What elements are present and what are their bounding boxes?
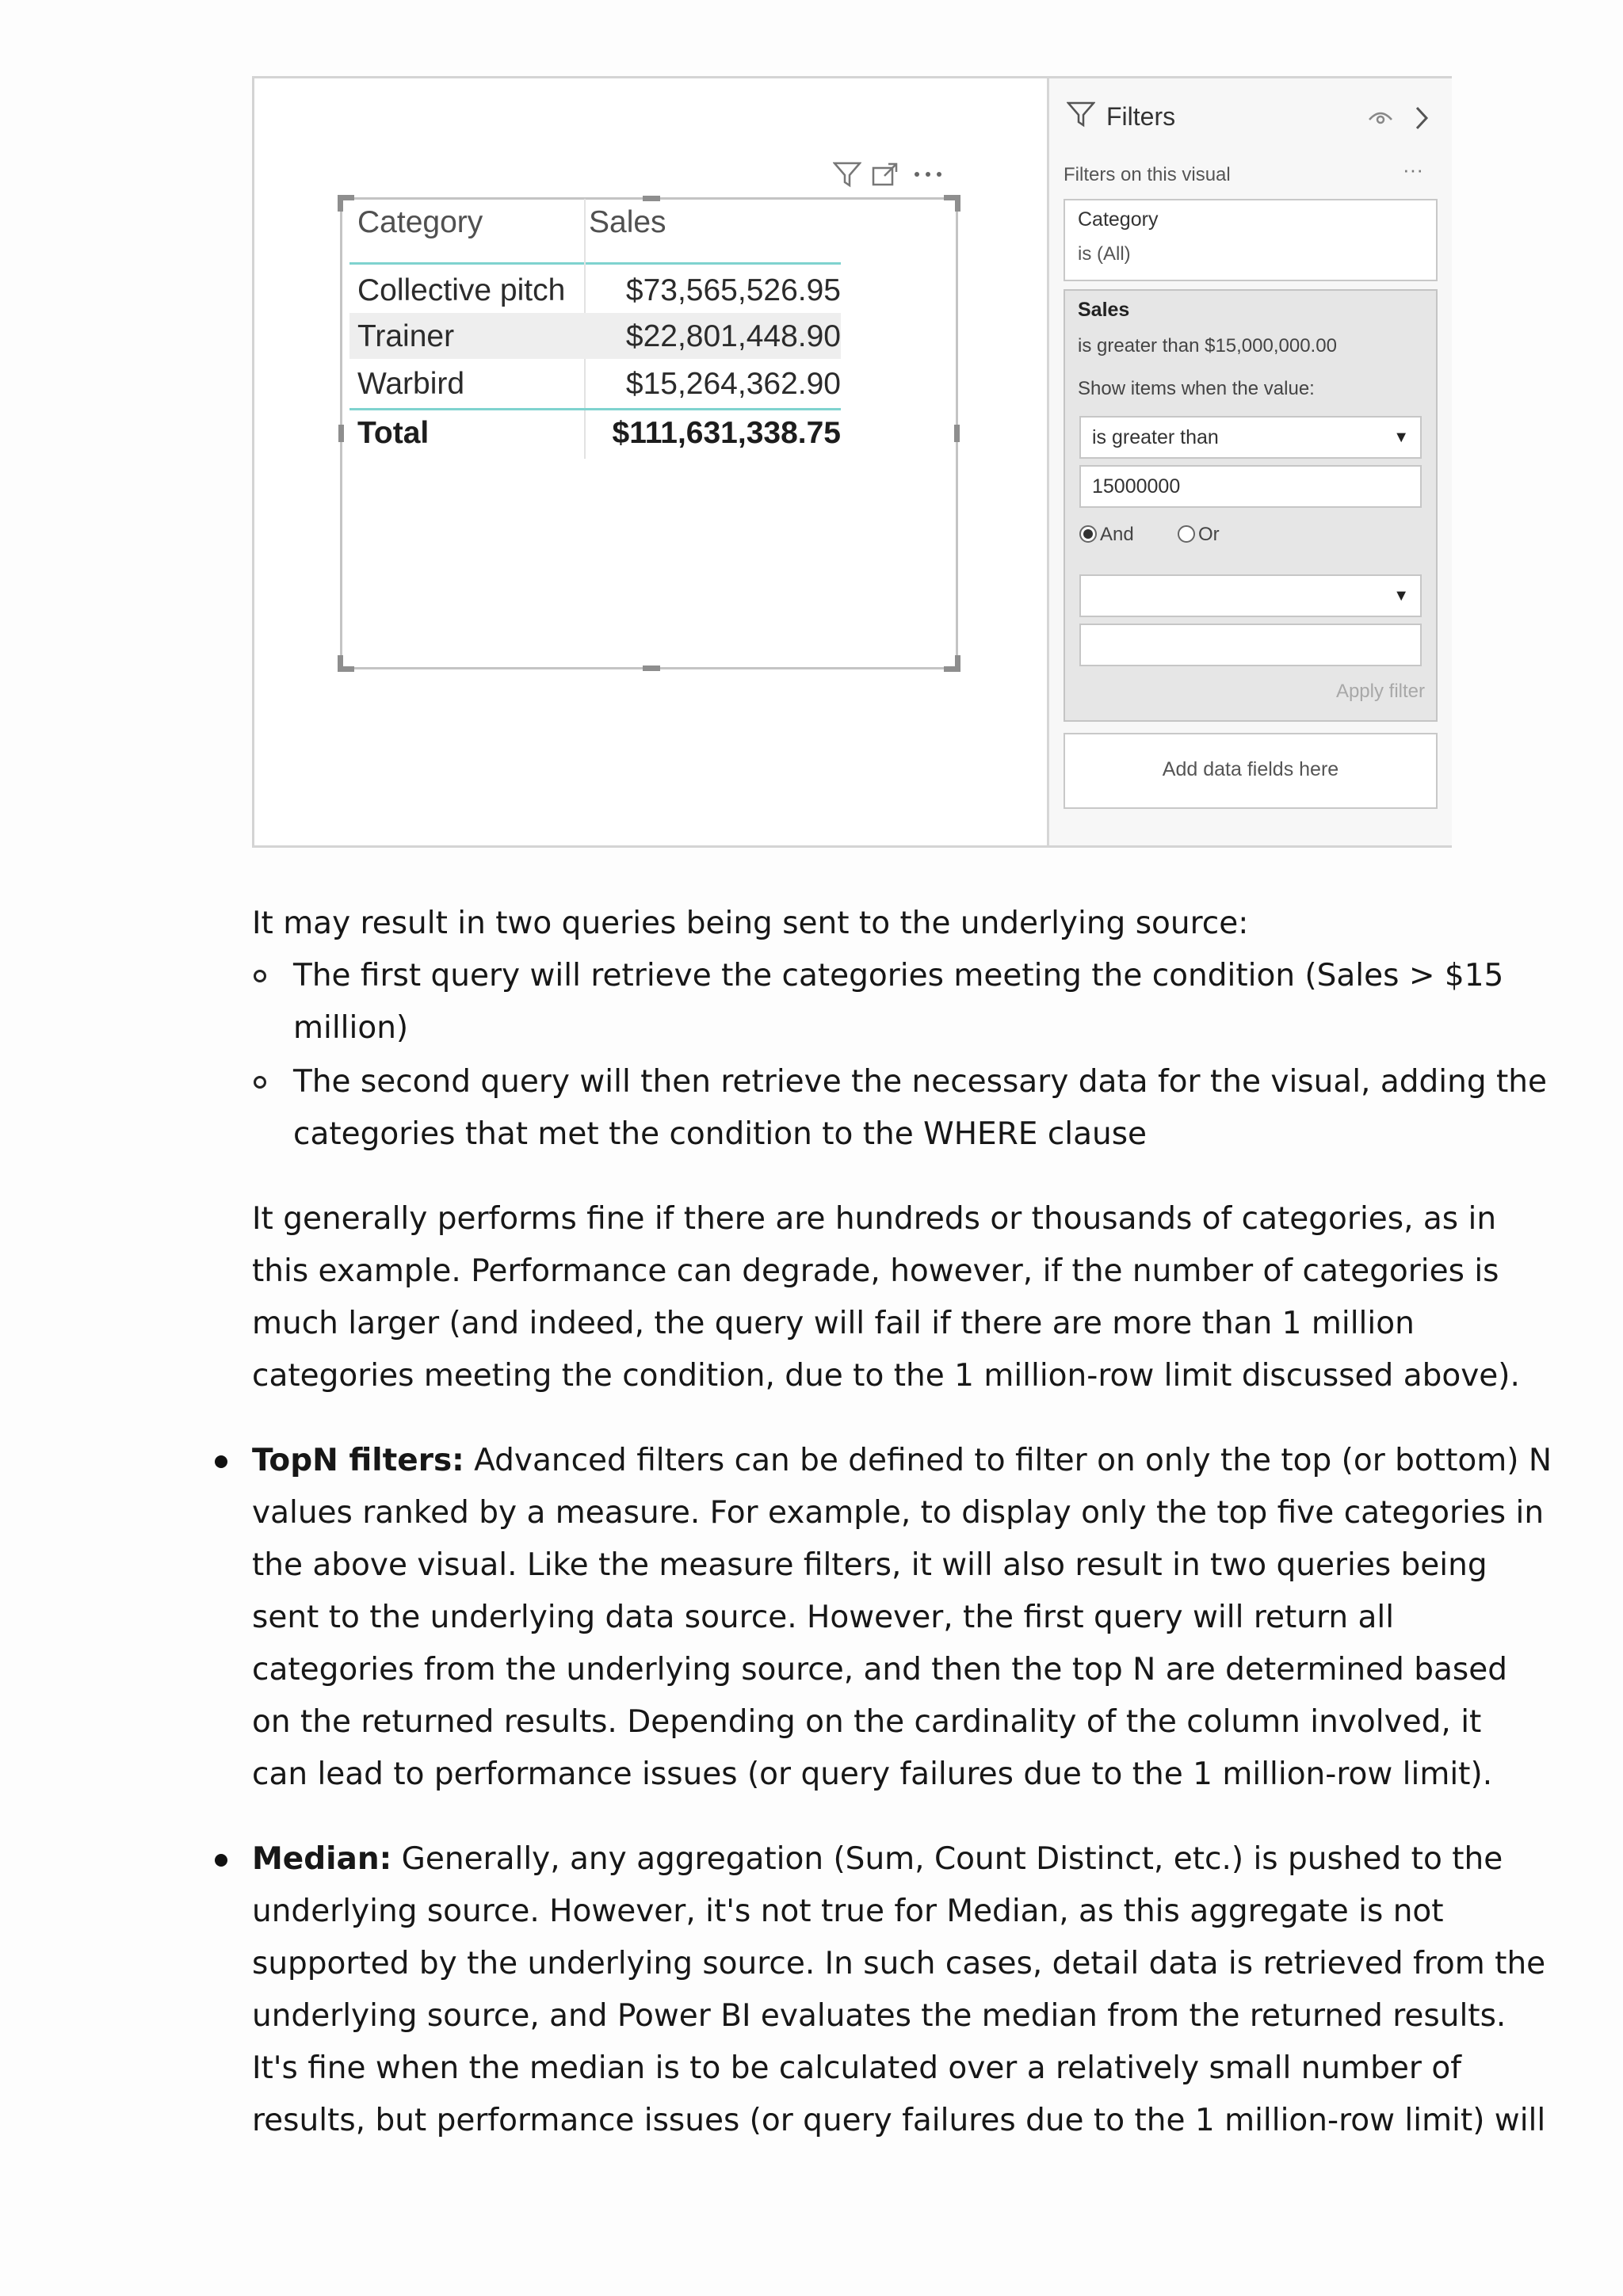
header-divider bbox=[349, 262, 841, 265]
table-header-row bbox=[349, 199, 841, 245]
second-value-input[interactable] bbox=[1079, 624, 1422, 666]
term-median: Median: bbox=[252, 1841, 392, 1877]
category-filter-state: is (All) bbox=[1078, 243, 1131, 265]
paragraph-line: sent to the underlying data source. However, the first query will return all bbox=[252, 1600, 1395, 1635]
sales-filter-field: Sales bbox=[1078, 299, 1130, 321]
focus-mode-icon[interactable] bbox=[871, 161, 899, 191]
paragraph-line: this example. Performance can degrade, however, if the number of categories is bbox=[252, 1253, 1499, 1289]
more-options-icon[interactable] bbox=[912, 161, 944, 191]
filter-funnel-icon bbox=[1067, 101, 1095, 132]
row-category: Warbird bbox=[357, 367, 465, 401]
bullet-first-line bbox=[252, 1435, 1552, 1488]
bullet bbox=[215, 1455, 227, 1468]
filters-pane-title: Filters bbox=[1106, 102, 1176, 131]
second-condition-select[interactable] bbox=[1079, 574, 1422, 617]
table-row bbox=[349, 313, 841, 359]
paragraph-line: categories meeting the condition, due to the 1 million-row limit discussed above). bbox=[252, 1358, 1520, 1394]
sub-bullet-text: The second query will then retrieve the necessary data for the visual, adding the bbox=[293, 1064, 1547, 1100]
paragraph-line: It's fine when the median is to be calculated over a relatively small number of bbox=[252, 2050, 1461, 2086]
row-sales: $15,264,362.90 bbox=[625, 367, 841, 401]
paragraph-line: much larger (and indeed, the query will fail if there are more than 1 million bbox=[252, 1306, 1415, 1341]
filters-pane bbox=[1047, 78, 1452, 845]
resize-handle-bottom[interactable] bbox=[643, 666, 660, 671]
sales-filter-state: is greater than $15,000,000.00 bbox=[1078, 335, 1337, 357]
paragraph-line: on the returned results. Depending on the cardinality of the column involved, it bbox=[252, 1704, 1482, 1740]
show-items-label: Show items when the value: bbox=[1078, 378, 1315, 399]
paragraph-line: results, but performance issues (or query failures due to the 1 million-row limit) will bbox=[252, 2103, 1546, 2138]
bullet-text: Generally, any aggregation (Sum, Count Distinct, etc.) is pushed to the bbox=[391, 1841, 1503, 1877]
row-sales: $73,565,526.95 bbox=[625, 273, 841, 307]
filter-icon[interactable] bbox=[833, 161, 861, 191]
bullet-text: Advanced filters can be defined to filter on only the top (or bottom) N bbox=[464, 1443, 1552, 1478]
total-label: Total bbox=[357, 416, 430, 450]
paragraph-line: It generally performs fine if there are hundreds or thousands of categories, as in bbox=[252, 1201, 1497, 1237]
row-sales: $22,801,448.90 bbox=[625, 319, 841, 353]
paragraph-line: underlying source, and Power BI evaluates the median from the returned results. bbox=[252, 1998, 1507, 2034]
more-options-icon[interactable]: ··· bbox=[1403, 158, 1423, 181]
paragraph: It may result in two queries being sent to the underlying source: bbox=[252, 906, 1249, 941]
row-category: Trainer bbox=[357, 319, 455, 353]
term-topn-filters: TopN filters: bbox=[252, 1443, 464, 1478]
table-total-row bbox=[349, 410, 841, 456]
condition-select-value: is greater than bbox=[1092, 426, 1219, 448]
condition-select[interactable] bbox=[1079, 416, 1422, 459]
sub-bullet bbox=[254, 970, 266, 982]
sub-bullet-text: The first query will retrieve the categories meeting the condition (Sales > $15 bbox=[293, 958, 1504, 994]
paragraph-line: supported by the underlying source. In such cases, detail data is retrieved from the bbox=[252, 1946, 1546, 1981]
and-radio[interactable] bbox=[1079, 525, 1097, 543]
apply-filter-button[interactable]: Apply filter bbox=[1335, 681, 1425, 702]
category-filter-card[interactable] bbox=[1064, 199, 1438, 281]
filters-on-visual-label: Filters on this visual bbox=[1064, 164, 1231, 185]
or-radio-label: Or bbox=[1198, 524, 1220, 545]
paragraph-line: can lead to performance issues (or query failures due to the 1 million-row limit). bbox=[252, 1756, 1493, 1792]
total-sales: $111,631,338.75 bbox=[612, 416, 841, 450]
bullet-first-line bbox=[252, 1833, 1503, 1886]
bullet bbox=[215, 1854, 227, 1867]
paragraph-line: underlying source. However, it's not true for Median, as this aggregate is not bbox=[252, 1894, 1444, 1929]
collapse-chevron-icon[interactable] bbox=[1414, 105, 1430, 135]
resize-handle-right[interactable] bbox=[954, 425, 960, 442]
value-input[interactable] bbox=[1079, 465, 1422, 508]
and-radio-label: And bbox=[1100, 524, 1134, 545]
resize-handle-left[interactable] bbox=[338, 425, 344, 442]
row-category: Collective pitch bbox=[357, 273, 566, 307]
sub-bullet-text: categories that met the condition to the WHERE clause bbox=[293, 1116, 1148, 1152]
paragraph-line: categories from the underlying source, and then the top N are determined based bbox=[252, 1652, 1507, 1688]
column-header-category[interactable]: Category bbox=[357, 205, 483, 239]
resize-handle-bottom-left[interactable] bbox=[338, 655, 354, 672]
or-radio[interactable] bbox=[1178, 525, 1195, 543]
resize-handle-bottom-right[interactable] bbox=[944, 655, 960, 672]
dropdown-arrow-icon: ▼ bbox=[1393, 429, 1409, 446]
add-data-fields-label: Add data fields here bbox=[1162, 758, 1339, 780]
column-header-sales[interactable]: Sales bbox=[589, 205, 666, 239]
eye-icon[interactable] bbox=[1368, 109, 1393, 130]
sub-bullet bbox=[254, 1076, 266, 1089]
dropdown-arrow-icon: ▼ bbox=[1393, 587, 1409, 605]
sub-bullet-text: million) bbox=[293, 1010, 409, 1046]
add-data-fields-well[interactable] bbox=[1064, 733, 1438, 809]
resize-handle-top-right[interactable] bbox=[944, 195, 960, 212]
report-screenshot bbox=[252, 76, 1452, 848]
table-row bbox=[349, 360, 841, 406]
paragraph-line: the above visual. Like the measure filters, it will also result in two queries being bbox=[252, 1547, 1487, 1583]
table-row bbox=[349, 267, 841, 313]
value-input-text: 15000000 bbox=[1092, 475, 1181, 498]
sales-filter-card bbox=[1064, 289, 1438, 722]
paragraph-line: values ranked by a measure. For example, to display only the top five categories in bbox=[252, 1495, 1545, 1531]
category-filter-field: Category bbox=[1078, 208, 1159, 231]
